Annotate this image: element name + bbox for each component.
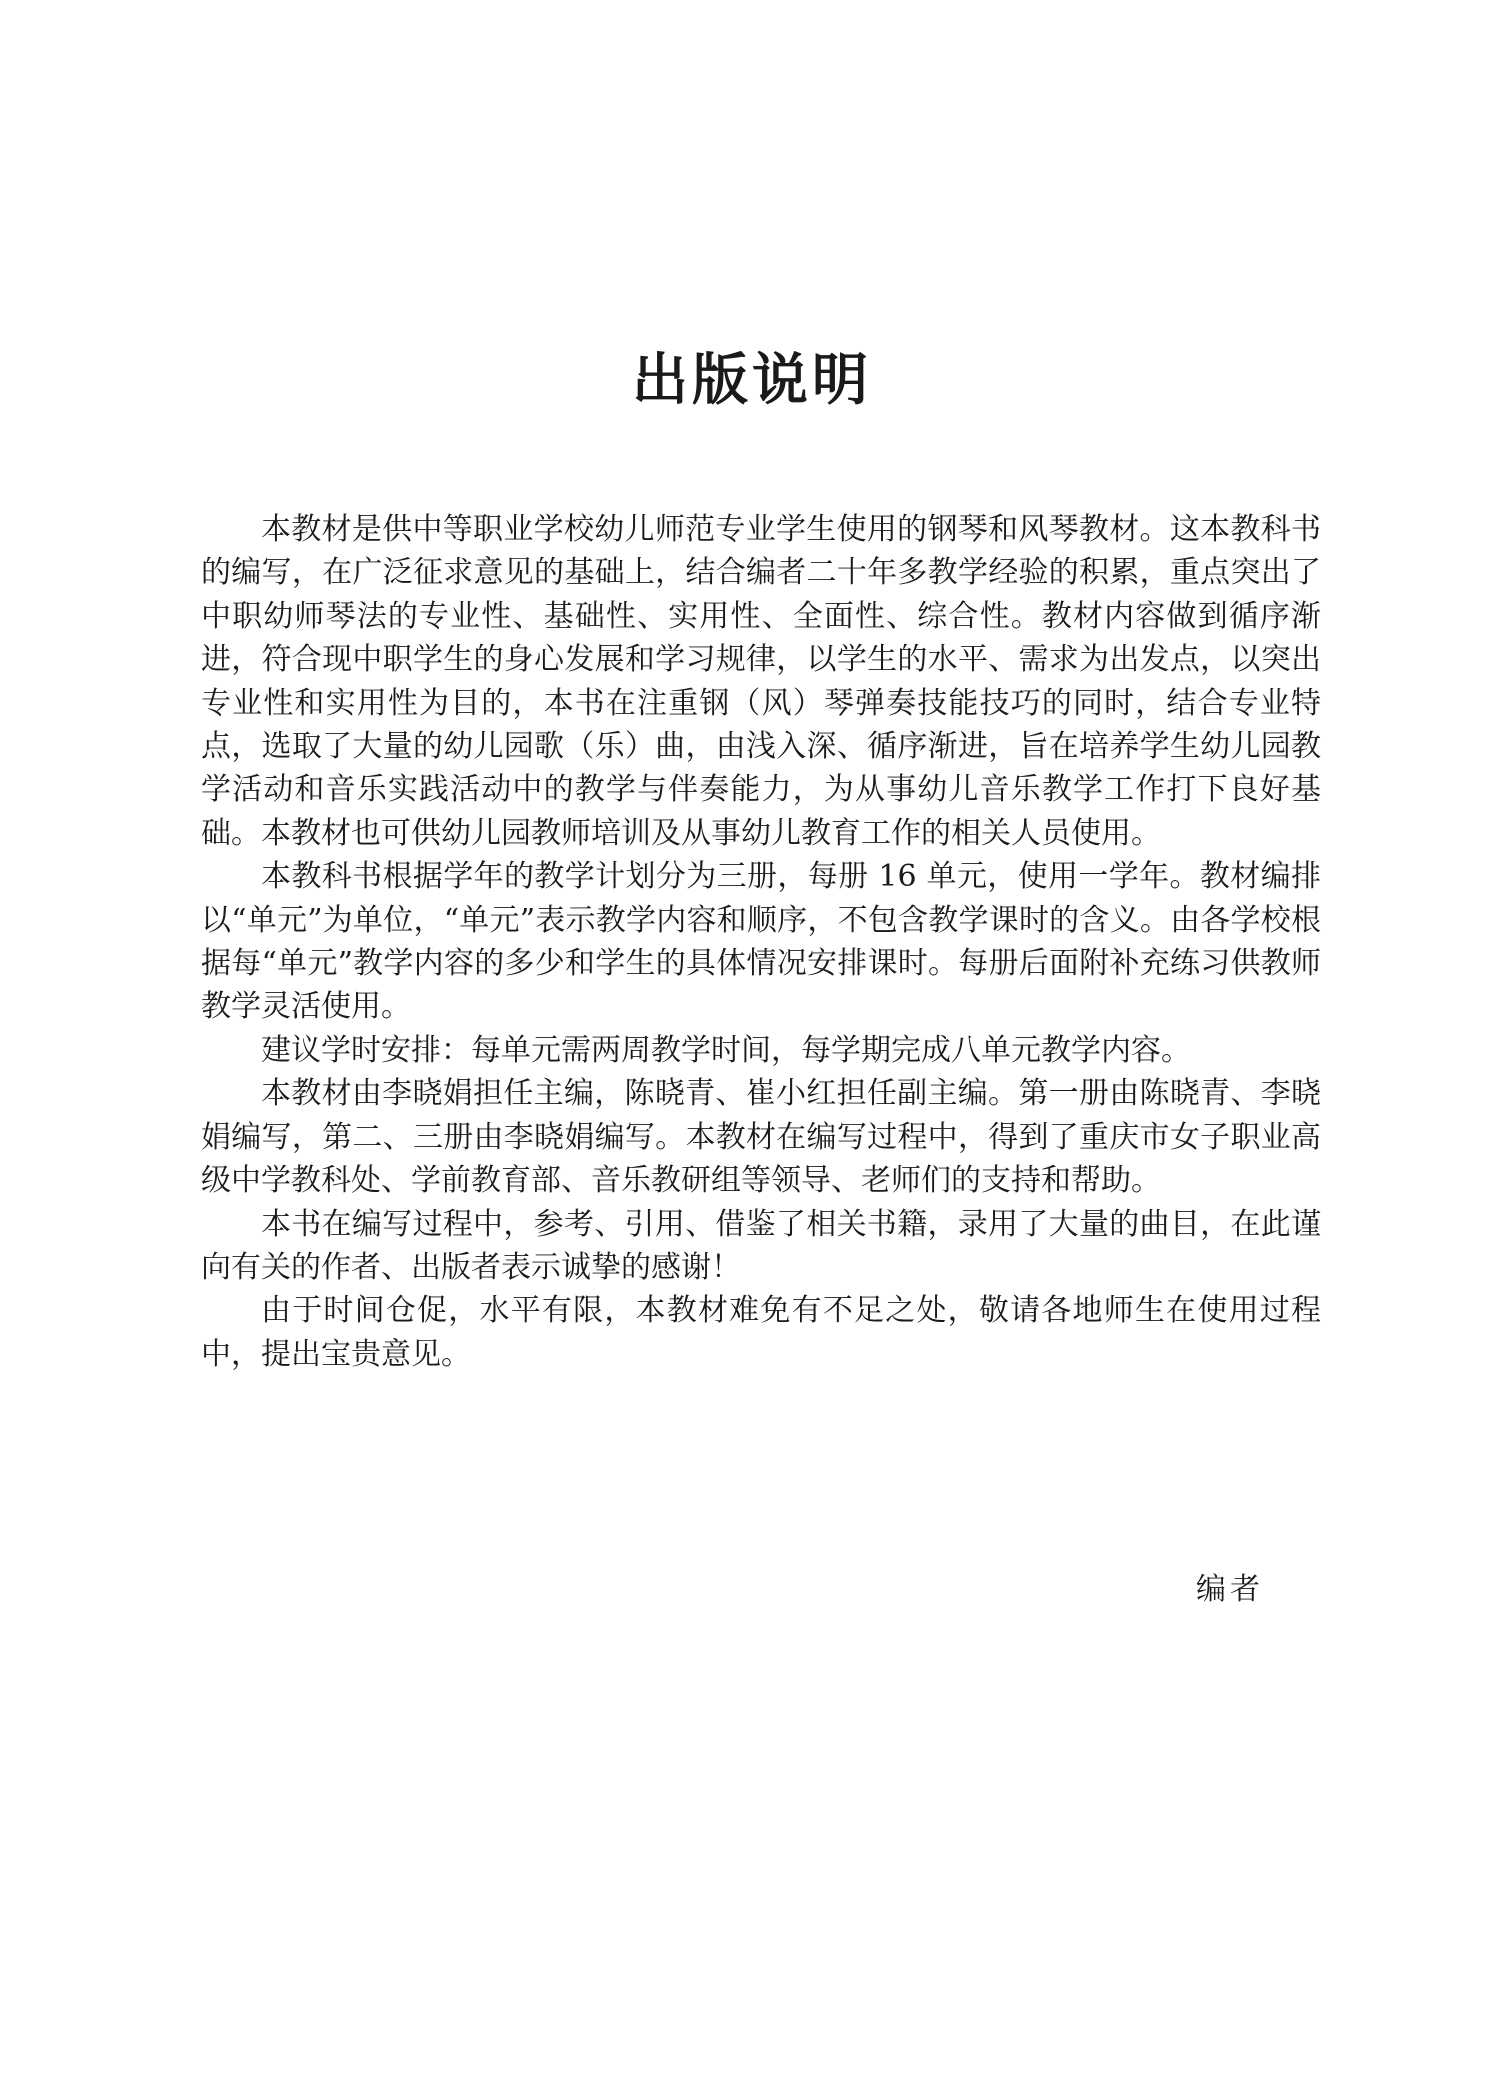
page-title: 出版说明 (632, 347, 872, 413)
paragraph-authors: 本教材由李晓娟担任主编，陈晓青、崔小红担任副主编。第一册由陈晓青、李晓娟编写，第二、三册由李晓娟编写。本教材在编写过程中，得到了重庆市女子职业高级中学教科处、学前教育部、音乐教研组等领导、老师们的支持和帮助。 (201, 1076, 1321, 1199)
document-body (201, 508, 1321, 1376)
paragraph-intro: 本教材是供中等职业学校幼儿师范专业学生使用的钢琴和风琴教材。这本教科书的编写，在广泛征求意见的基础上，结合编者二十年多教学经验的积累，重点突出了中职幼师琴法的专业性、基础性、实用性、全面性、综合性。教材内容做到循序渐进，符合现中职学生的身心发展和学习规律，以学生的水平、需求为出发点，以突出专业性和实用性为目的，本书在注重钢（风）琴弹奏技能技巧的同时，结合专业特点，选取了大量的幼儿园歌（乐）曲，由浅入深、循序渐进，旨在培养学生幼儿园教学活动和音乐实践活动中的教学与伴奏能力，为从事幼儿音乐教学工作打下良好基础。本教材也可供幼儿园教师培训及从事幼儿教育工作的相关人员使用。 (201, 512, 1321, 851)
signature: 编者 (1196, 1572, 1264, 1607)
paragraph-structure: 本教科书根据学年的教学计划分为三册，每册 16 单元，使用一学年。教材编排以“单元”为单位，“单元”表示教学内容和顺序，不包含教学课时的含义。由各学校根据每“单元”教学内容的多少和学生的具体情况安排课时。每册后面附补充练习供教师教学灵活使用。 (201, 859, 1321, 1025)
paragraph-schedule: 建议学时安排：每单元需两周教学时间，每学期完成八单元教学内容。 (261, 1032, 1191, 1068)
paragraph-feedback: 由于时间仓促，水平有限，本教材难免有不足之处，敬请各地师生在使用过程中，提出宝贵意见。 (201, 1293, 1321, 1372)
paragraph-acknowledgements: 本书在编写过程中，参考、引用、借鉴了相关书籍，录用了大量的曲目，在此谨向有关的作者、出版者表示诚挚的感谢！ (201, 1206, 1321, 1285)
